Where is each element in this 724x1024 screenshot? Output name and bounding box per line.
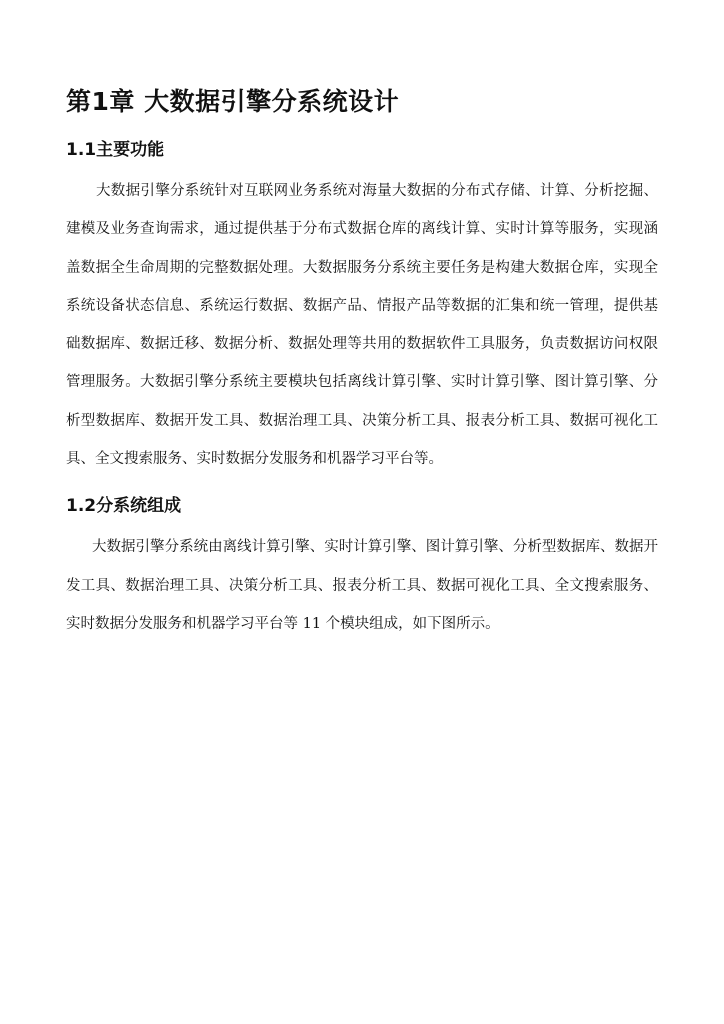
chapter-title: 第1章 大数据引擎分系统设计 [66, 87, 400, 116]
section-paragraph-main-functions: 大数据引擎分系统针对互联网业务系统对海量大数据的分布式存储、计算、分析挖掘、建模及业务查询需求，通过提供基于分布式数据仓库的离线计算、实时计算等服务，实现涵盖数据全生命周期的完整数据处理。大数据服务分系统主要任务是构建大数据仓库，实现全系统设备状态信息、系统运行数据、数据产品、情报产品等数据的汇集和统一管理，提供基础数据库、数据迁移、数据分析、数据处理等共用的数据软件工具服务，负责数据访问权限管理服务。大数据引擎分系统主要模块包括离线计算引擎、实时计算引擎、图计算引擎、分析型数据库、数据开发工具、数据治理工具、决策分析工具、报表分析工具、数据可视化工具、全文搜索服务、实时数据分发服务和机器学习平台等。 [66, 183, 658, 468]
section-paragraph-subsystem-composition: 大数据引擎分系统由离线计算引擎、实时计算引擎、图计算引擎、分析型数据库、数据开发工具、数据治理工具、决策分析工具、报表分析工具、数据可视化工具、全文搜索服务、实时数据分发服务和机器学习平台等 11 个模块组成，如下图所示。 [66, 539, 658, 632]
document-content [66, 84, 658, 643]
section-heading-main-functions: 1.1主要功能 [66, 140, 165, 160]
section-heading-subsystem-composition: 1.2分系统组成 [66, 496, 182, 517]
